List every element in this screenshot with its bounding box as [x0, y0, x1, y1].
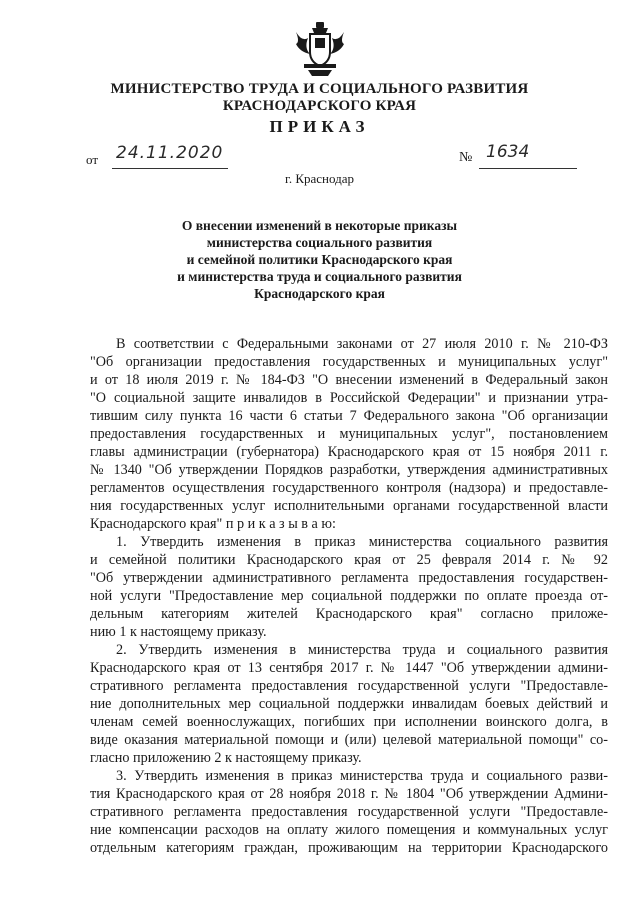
body-line: "Об утверждении административного регламента предоставления государствен-: [90, 570, 608, 586]
body-line: главы администрации (губернатора) Краснодарского края от 15 ноября 2011 г.: [90, 444, 608, 460]
number-prefix: №: [459, 150, 473, 165]
body-line: предоставления государственных и муниципальных услуг", постановлением: [90, 426, 608, 442]
body-line: регламентов осуществления государственного контроля (надзора) и предоставле-: [90, 480, 608, 496]
body-line: ния государственных услуг исполнительными органами государственной власти: [90, 498, 608, 514]
document-type: ПРИКАЗ: [269, 117, 370, 136]
ministry-region: КРАСНОДАРСКОГО КРАЯ: [222, 98, 417, 114]
body-line: нию 1 к настоящему приказу.: [90, 624, 267, 640]
handwritten-number: 1634: [486, 142, 530, 162]
title-line: министерства социального развития: [206, 235, 433, 250]
body-line: дельным категориям жителей Краснодарского края" согласно приложе-: [90, 606, 608, 622]
body-line: 2. Утвердить изменения в министерства труда и социального развития: [116, 642, 608, 658]
body-line: "Об организации предоставления государственных и муниципальных услуг": [90, 354, 608, 370]
body-line: отдельным категориям граждан, проживающим на территории Краснодарского: [90, 840, 608, 856]
title-line: Краснодарского края: [254, 286, 385, 301]
body-line: 1. Утвердить изменения в приказ министерства социального развития: [116, 534, 608, 550]
title-line: и семейной политики Краснодарского края: [186, 252, 453, 267]
city-label: г. Краснодар: [284, 171, 355, 186]
date-prefix: от: [86, 152, 99, 167]
coat-of-arms-icon: [292, 20, 348, 78]
body-line: стративного регламента предоставления государственной услуги "Предоставле-: [90, 678, 608, 694]
ministry-name: МИНИСТЕРСТВО ТРУДА И СОЦИАЛЬНОГО РАЗВИТИЯ: [110, 81, 529, 97]
body-line: ние дополнительных мер социальной поддержки инвалидам боевых действий и: [90, 696, 608, 712]
body-line: тия Краснодарского края от 28 ноября 2018 г. № 1804 "Об утверждении Админи-: [90, 786, 608, 802]
body-line: № 1340 "Об утверждении Порядков разработки, утверждения административных: [90, 462, 608, 478]
body-line: "О социальной защите инвалидов в Российской Федерации" и признании утра-: [90, 390, 608, 406]
body-line: виде оказания материальной помощи и (или) целевой материальной помощи" со-: [90, 732, 608, 748]
body-line: ние компенсации расходов на оплату жилого помещения и коммунальных услуг: [90, 822, 608, 838]
body-line: членам семей военнослужащих, погибших при исполнении воинского долга, в: [90, 714, 608, 730]
body-line: ной услуги "Предоставление мер социальной поддержки по оплате проезда от-: [90, 588, 608, 604]
body-line: Краснодарского края" п р и к а з ы в а ю:: [90, 516, 336, 532]
body-line: Краснодарского края от 13 сентября 2017 г. № 1447 "Об утверждении админи-: [90, 660, 608, 676]
body-line: гласно приложению 2 к настоящему приказу.: [90, 750, 362, 766]
body-line: и семейной политики Краснодарского края от 25 февраля 2014 г. № 92: [90, 552, 608, 568]
title-line: и министерства труда и социального развития: [177, 269, 462, 284]
body-line: и от 18 июля 2019 г. № 184-ФЗ "О внесении изменений в Федеральный закон: [90, 372, 608, 388]
body-line: стративного регламента предоставления государственной услуги "Предоставле-: [90, 804, 608, 820]
body-line: 3. Утвердить изменения в приказ министерства труда и социального разви-: [116, 768, 608, 784]
body-line: тившим силу пункта 16 части 6 статьи 7 Федерального закона "Об организации: [90, 408, 608, 424]
handwritten-date: 24.11.2020: [116, 143, 224, 163]
title-line: О внесении изменений в некоторые приказы: [181, 218, 458, 233]
body-line: В соответствии с Федеральными законами от 27 июля 2010 г. № 210-ФЗ: [116, 336, 608, 352]
